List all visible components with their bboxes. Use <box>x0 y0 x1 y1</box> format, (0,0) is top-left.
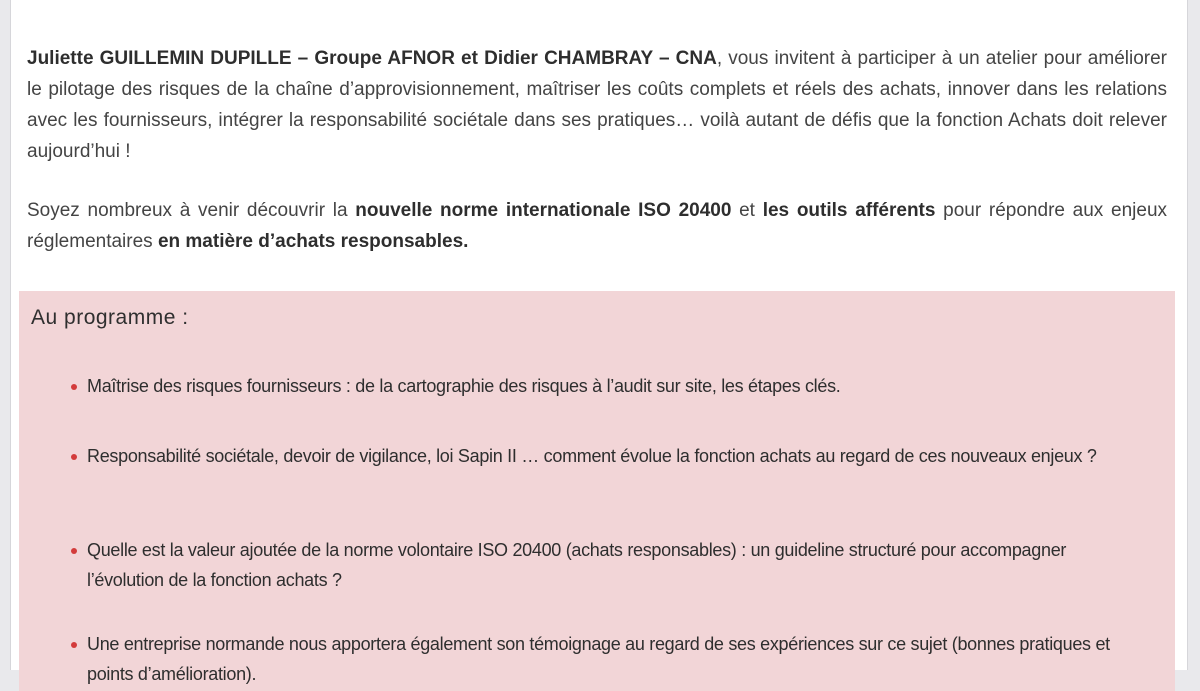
bullet-icon <box>71 384 77 390</box>
iso-responsible-purchasing: en matière d’achats responsables. <box>157 231 469 252</box>
program-item-supplier-risks <box>67 371 1147 401</box>
program-item-text: Responsabilité sociétale, devoir de vigilance, loi Sapin II … comment évolue la fonction achats au regard de ces nouveaux enjeux ? <box>87 446 1097 466</box>
organizer-cna: Didier CHAMBRAY – CNA <box>484 48 717 69</box>
program-item-iso-20400 <box>67 535 1147 595</box>
organizer-afnor: Juliette GUILLEMIN DUPILLE – Groupe AFNOR <box>27 48 455 69</box>
iso-text-part-1: Soyez nombreux à venir découvrir la <box>27 200 356 221</box>
intro-paragraph-organizers <box>27 43 1167 167</box>
document-page <box>10 0 1188 684</box>
iso-tools: les outils afférents <box>762 200 936 221</box>
iso-text-part-2: et <box>731 200 763 221</box>
intro-paragraph-iso <box>27 195 1167 257</box>
program-item-testimony <box>67 629 1147 689</box>
bullet-icon <box>71 642 77 648</box>
program-item-text: Maîtrise des risques fournisseurs : de la cartographie des risques à l’audit sur site, les étapes clés. <box>87 376 841 396</box>
organizer-conjunction: et <box>454 48 485 69</box>
invitation-text: , vous invitent à participer à un atelier pour améliorer le pilotage des risques de la chaîne d’approvisionnement, maîtriser les coûts complets et réels des achats, innover dans les relations avec les fournisseurs, intégrer la responsabilité sociétale dans ses pratiques… voilà autant de défis que la fonction Achats doit relever aujourd’hui ! <box>27 48 1167 162</box>
iso-text-part-3: pour répondre aux enjeux réglementaires <box>27 200 1168 252</box>
program-item-text: Quelle est la valeur ajoutée de la norme volontaire ISO 20400 (achats responsables) : un guideline structuré pour accompagner l’évolution de la fonction achats ? <box>87 540 1067 590</box>
program-title: Au programme : <box>31 306 189 329</box>
program-item-social-responsibility <box>67 441 1147 471</box>
iso-norm-name: nouvelle norme internationale ISO 20400 <box>355 200 732 221</box>
program-box <box>19 291 1175 691</box>
bullet-icon <box>71 548 77 554</box>
bullet-icon <box>71 454 77 460</box>
program-item-text: Une entreprise normande nous apportera également son témoignage au regard de ses expériences sur ce sujet (bonnes pratiques et points d’amélioration). <box>87 634 1110 684</box>
